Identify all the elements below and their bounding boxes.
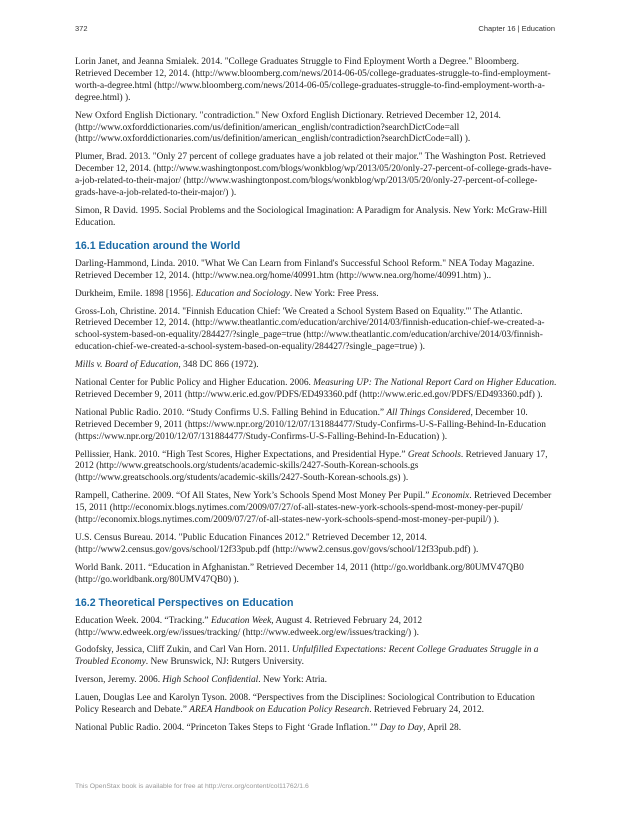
section2-references <box>75 616 557 735</box>
reference-entry: National Center for Public Policy and Higher Education. 2006. Measuring UP: The National Report Card on Higher Education. Retrieved December 9, 2011 (http://www.eric.ed.gov/PDFS/ED493360.pdf (http://www.eric.ed.gov/PDFS/ED493360.pdf) ). <box>75 378 557 400</box>
reference-entry: Gross-Loh, Christine. 2014. "Finnish Education Chief: 'We Created a School System Based on Equality.'" The Atlantic. Retrieved December 12, 2014. (http://www.theatlantic.com/education/archive/2014/03/finnish-education-chief-we-created-a-school-system-based-on-equality/284427/?single_page=true (http://www.theatlantic.com/education/archive/2014/03/finnish-education-chief-we-created-a-school-system-based-on-equality/284427/?single_page=true) ). <box>75 306 545 353</box>
reference-entry: Durkheim, Emile. 1898 [1956]. Education and Sociology. New York: Free Press. <box>75 288 379 299</box>
reference-entry: U.S. Census Bureau. 2014. "Public Education Finances 2012." Retrieved December 12, 2014. (http://www2.census.gov/govs/school/12f33pub.pdf (http://www2.census.gov/govs/school/12f33pub.pdf) ). <box>75 533 479 555</box>
reference-entry: Iverson, Jeremy. 2006. High School Confidential. New York: Atria. <box>75 675 327 686</box>
reference-entry: New Oxford English Dictionary. "contradiction." New Oxford English Dictionary. Retrieved December 12, 2014. (http://www.oxforddictionaries.com/us/definition/american_english/contradiction?searchDictCode=all (http://www.oxforddictionaries.com/us/definition/american_english/contradiction?searchDictCode=all) ). <box>75 110 501 145</box>
chapter-title: Chapter 16 | Education <box>478 24 555 33</box>
section-heading: 16.1 Education around the World <box>75 239 241 252</box>
reference-entry: Plumer, Brad. 2013. "Only 27 percent of college graduates have a job related ot their major." The Washington Post. Retrieved December 12, 2014. (http://www.washingtonpost.com/blogs/wonkblog/wp/2013/05/20/only-27-percent-of-college-grads-have-a-job-related-to-their-major/ (http://www.washingtonpost.com/blogs/wonkblog/wp/2013/05/20/only-27-percent-of-college-grads-have-a-job-related-to-their-major/) ). <box>75 152 552 199</box>
reference-entry: Lauen, Douglas Lee and Karolyn Tyson. 2008. “Perspectives from the Disciplines: Sociological Contribution to Education Policy Research and Debate.” AREA Handbook on Education Policy Research. Retrieved February 24, 2012. <box>75 693 535 716</box>
reference-entry: Rampell, Catherine. 2009. “Of All States, New York’s Schools Spend Most Money Per Pupil.” Economix. Retrieved December 15, 2011 (http://economix.blogs.nytimes.com/2009/07/27/of-all-states-new-york-schools-spend-most-money-per-pupil/ (http://economix.blogs.nytimes.com/2009/07/27/of-all-states-new-york-schools-spend-most-money-per-pupil/) ). <box>75 491 552 526</box>
reference-entry: Pellissier, Hank. 2010. “High Test Scores, Higher Expectations, and Presidential Hype.” Great Schools. Retrieved January 17, 2012 (http://www.greatschools.org/students/academic-skills/2427-South-Korean-schools.gs (http://www.greatschools.org/students/academic-skills/2427-South-Korean-schools.gs) ). <box>75 449 548 484</box>
reference-entry: World Bank. 2011. “Education in Afghanistan.” Retrieved December 14, 2011 (http://go.worldbank.org/80UMV47QB0 (http://go.worldbank.org/80UMV47QB0) ). <box>75 562 524 585</box>
references-content <box>75 57 557 741</box>
intro-references <box>75 57 557 230</box>
reference-entry: Godofsky, Jessica, Cliff Zukin, and Carl Van Horn. 2011. Unfulfilled Expectations: Recent College Graduates Struggle in a Troubled Economy. New Brunswick, NJ: Rutgers University. <box>75 645 539 668</box>
reference-entry: National Public Radio. 2004. “Princeton Takes Steps to Fight ‘Grade Inflation.’” Day to Day, April 28. <box>75 722 462 733</box>
section-heading: 16.2 Theoretical Perspectives on Education <box>75 596 294 609</box>
reference-entry: National Public Radio. 2010. “Study Confirms U.S. Falling Behind in Education.” All Things Considered, December 10. Retrieved December 9, 2011 (https://www.npr.org/2010/12/07/131884477/Study-Confirms-U-S-Falling-Behind-In-Education (https://www.npr.org/2010/12/07/131884477/Study-Confirms-U-S-Falling-Behind-In-Education) ). <box>75 407 546 442</box>
page-number: 372 <box>75 24 88 33</box>
reference-entry: Darling-Hammond, Linda. 2010. "What We Can Learn from Finland's Successful School Reform." NEA Today Magazine. Retrieved December 12, 2014. (http://www.nea.org/home/40991.htm (http://www.nea.org/home/40991.htm) ).. <box>75 258 535 281</box>
reference-entry: Education Week. 2004. “Tracking.” Education Week, August 4. Retrieved February 24, 2012 (http://www.edweek.org/ew/issues/tracking/ (http://www.edweek.org/ew/issues/tracking/) ). <box>75 615 423 638</box>
reference-entry: Mills v. Board of Education, 348 DC 866 (1972). <box>75 360 259 371</box>
page-footer: This OpenStax book is available for free at http://cnx.org/content/col11762/1.6 <box>75 783 309 790</box>
section1-references <box>75 259 557 587</box>
reference-entry: Simon, R David. 1995. Social Problems and the Sociological Imagination: A Paradigm for Analysis. New York: McGraw-Hill Education. <box>75 205 548 228</box>
reference-entry: Lorin Janet, and Jeanna Smialek. 2014. "College Graduates Struggle to Find Eployment Worth a Degree." Bloomberg. Retrieved December 12, 2014. (http://www.bloomberg.com/news/2014-06-05/college-graduates-struggle-to-find-employment-worth-a-degree.html (http://www.bloomberg.com/news/2014-06-05/college-graduates-struggle-to-find-employment-worth-a-degree.html) ). <box>75 57 551 103</box>
